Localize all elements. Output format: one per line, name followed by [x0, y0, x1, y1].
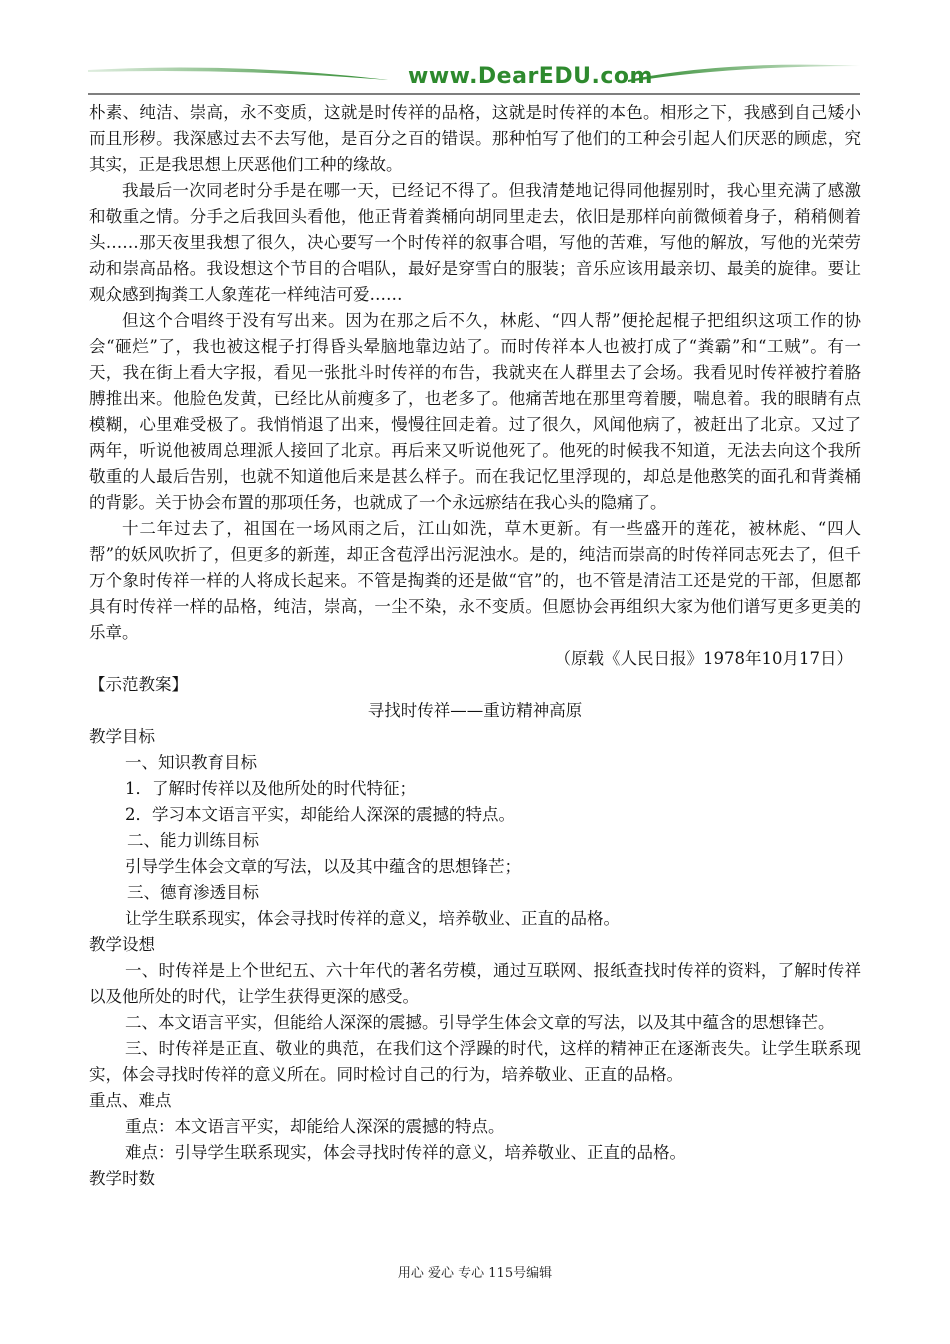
heading-key-points: 重点、难点 — [89, 1091, 172, 1110]
goal-moral-item: 让学生联系现实，体会寻找时传祥的意义，培养敬业、正直的品格。 — [125, 909, 620, 928]
paragraph-3: 但这个合唱终于没有写出来。因为在那之后不久，林彪、“四人帮”便抡起棍子把组织这项工作的协会“砸烂”了，我也被这棍子打得昏头晕脑地靠边站了。而时传祥本人也被打成了“粪霸”和“工贼”。有一天，我在街上看大字报，看见一张批斗时传祥的布告，我就夹在人群里去了会场。我看见时传祥被拧着胳膊推出来。他脸色发黄，已经比从前瘦多了，也老多了。他痛苦地在那里弯着腰，喘息着。我的眼睛有点模糊，心里难受极了。我悄悄退了出来，慢慢往回走着。过了很久，风闻他病了，被赶出了北京。又过了两年，听说他被周总理派人接回了北京。再后来又听说他死了。他死的时候我不知道，无法去向这个我所敬重的人最后告别，也就不知道他后来是甚么样子。而在我记忆里浮现的，却总是他憨笑的面孔和背粪桶的背影。关于协会布置的那项任务，也就成了一个永远瘀结在我心头的隐痛了。 — [89, 311, 861, 512]
goal-knowledge: 一、知识教育目标 — [125, 753, 257, 772]
section-label: 【示范教案】 — [89, 675, 188, 694]
design-item-1: 一、时传祥是上个世纪五、六十年代的著名劳模，通过互联网、报纸查找时传祥的资料，了解时传祥以及他所处的时代，让学生获得更深的感受。 — [89, 961, 861, 1006]
difficult-point: 难点：引导学生联系现实，体会寻找时传祥的意义，培养敬业、正直的品格。 — [125, 1143, 686, 1162]
paragraph-4: 十二年过去了，祖国在一场风雨之后，江山如洗，草木更新。有一些盛开的莲花，被林彪、“四人帮”的妖风吹折了，但更多的新莲，却正含苞浮出污泥浊水。是的，纯洁而崇高的时传祥同志死去了，但千万个象时传祥一样的人将成长起来。不管是掏粪的还是做“官”的，也不管是清洁工还是党的干部，但愿都具有时传祥一样的品格，纯洁，崇高，一尘不染，永不变质。但愿协会再组织大家为他们谱写更多更美的乐章。 — [89, 519, 861, 642]
site-logo[interactable]: www.DearEDU.com — [408, 64, 653, 89]
page-footer: 用心 爱心 专心 115号编辑 — [397, 1266, 553, 1281]
heading-teaching-goals: 教学目标 — [89, 727, 155, 746]
source-citation: （原载《人民日报》1978年10月17日） — [554, 649, 853, 668]
paragraph-1: 朴素、纯洁、崇高，永不变质，这就是时传祥的品格，这就是时传祥的本色。相形之下，我感到自己矮小而且形秽。我深感过去不去写他，是百分之百的错误。那种怕写了他们的工种会引起人们厌恶的顾虑，究其实，正是我思想上厌恶他们工种的缘故。 — [89, 103, 861, 174]
heading-teaching-hours: 教学时数 — [89, 1169, 155, 1188]
design-item-3: 三、时传祥是正直、敬业的典范，在我们这个浮躁的时代，这样的精神正在逐渐丧失。让学生联系现实，体会寻找时传祥的意义所在。同时检讨自己的行为，培养敬业、正直的品格。 — [89, 1039, 861, 1084]
design-item-2: 二、本文语言平实，但能给人深深的震撼。引导学生体会文章的写法，以及其中蕴含的思想锋芒。 — [125, 1013, 835, 1032]
lesson-title: 寻找时传祥——重访精神高原 — [367, 701, 583, 720]
goal-ability-item: 引导学生体会文章的写法，以及其中蕴含的思想锋芒； — [125, 857, 521, 876]
paragraph-2: 我最后一次同老时分手是在哪一天，已经记不得了。但我清楚地记得同他握别时，我心里充满了感激和敬重之情。分手之后我回头看他，他正背着粪桶向胡同里走去，依旧是那样向前微倾着身子，稍稍侧着头……那天夜里我想了很久，决心要写一个时传祥的叙事合唱，写他的苦难，写他的解放，写他的光荣劳动和崇高品格。我设想这个节目的合唱队，最好是穿雪白的服装；音乐应该用最亲切、最美的旋律。要让观众感到掏粪工人象莲花一样纯洁可爱…… — [89, 181, 861, 304]
document-body — [89, 100, 861, 1192]
goal-knowledge-item-2: 2．学习本文语言平实，却能给人深深的震撼的特点。 — [125, 805, 515, 824]
goal-ability: 二、能力训练目标 — [127, 831, 259, 850]
right-swoosh-icon — [628, 65, 860, 82]
site-header — [88, 58, 860, 98]
heading-teaching-design: 教学设想 — [89, 935, 155, 954]
key-point: 重点：本文语言平实，却能给人深深的震撼的特点。 — [125, 1117, 505, 1136]
goal-knowledge-item-1: 1．了解时传祥以及他所处的时代特征； — [125, 779, 416, 798]
goal-moral: 三、德育渗透目标 — [127, 883, 259, 902]
left-swoosh-icon — [88, 68, 388, 80]
